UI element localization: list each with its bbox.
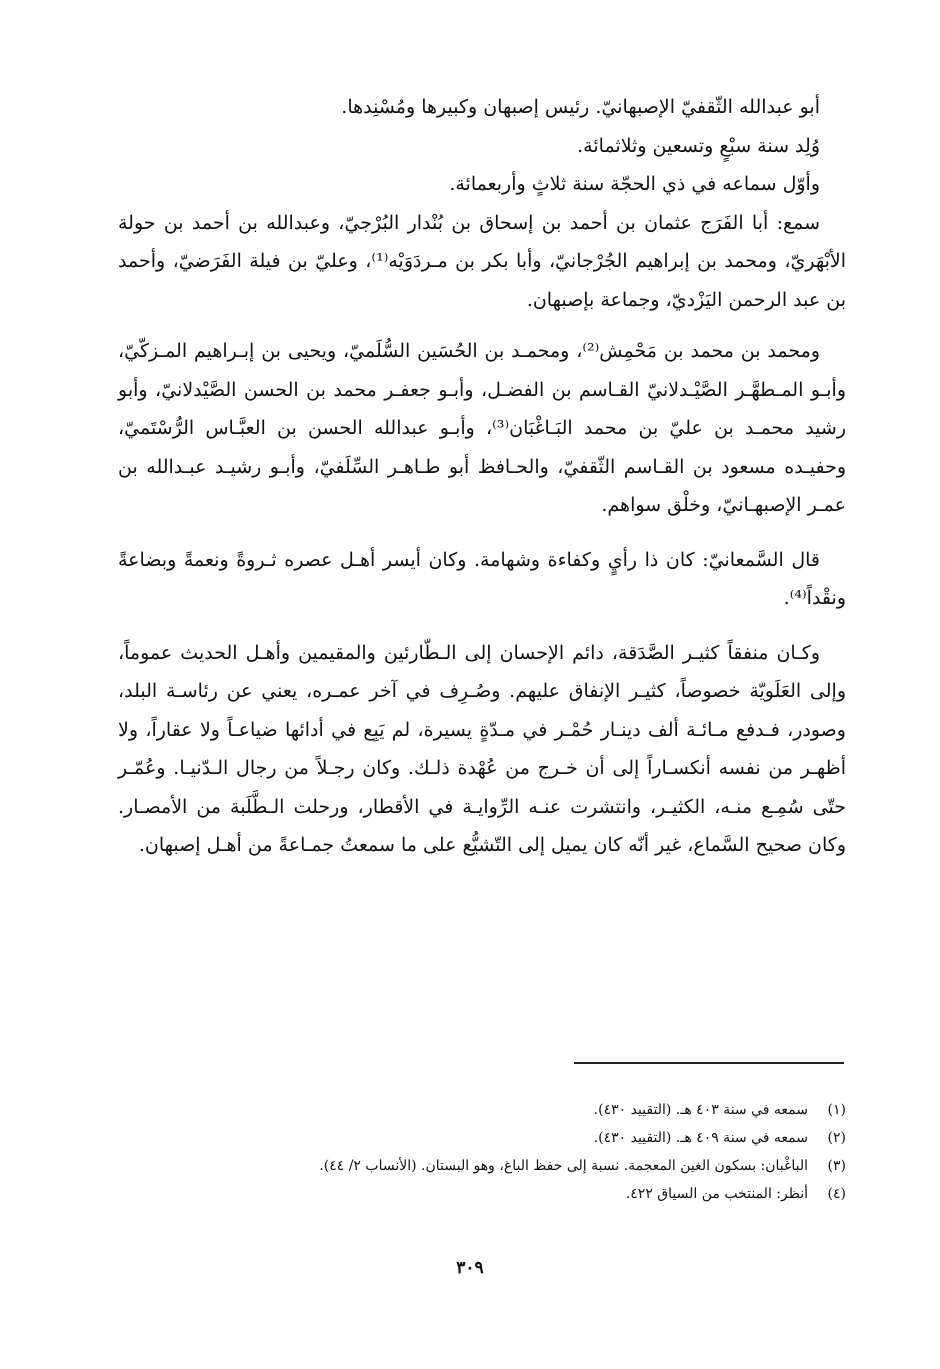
- footnote-item: [118, 1096, 846, 1124]
- footnote-item: [118, 1180, 846, 1208]
- paragraph-samani-quote: قال السَّمعانيّ: كان ذا رأيٍ وكفاءة وشهامة. وكان أيسر أهـل عصره ثـروةً ونعمةً وبضاعةً ونقْداً⁽⁴⁾.: [118, 548, 846, 609]
- footnote-text: الباغْبان: بسكون الغين المعجمة. نسبة إلى حفظ الباغ، وهو البستان. (الأنساب ٢/ ٤٤).: [319, 1158, 808, 1174]
- footnote-text: سمعه في سنة ٤٠٩ هـ. (التقييد ٤٣٠).: [593, 1130, 808, 1146]
- footnote-number: (٤): [827, 1186, 846, 1202]
- footnote-number: (٣): [827, 1158, 846, 1174]
- paragraph-intro: أبو عبدالله الثّقفيّ الإصبهانيّ. رئيس إصبهان وكبيرها ومُسْنِدها.: [341, 96, 820, 118]
- footnote-item: [118, 1152, 846, 1180]
- footnote-text: سمعه في سنة ٤٠٣ هـ. (التقييد ٤٣٠).: [593, 1102, 808, 1118]
- page-number: ٣٠٩: [456, 1258, 484, 1278]
- main-text: [118, 88, 846, 865]
- paragraph-biography: وكـان منفقاً كثيـر الصَّدَقة، دائم الإحسان إلى الـطّارئين والمقيمين وأهـل الحديث عموماً، وإلى العَلَويّة خصوصاً، كثيـر الإنفاق عليهم. وصُـرِف في آخر عمـره، يعني عن رئاسـة البلد، وصودر، فـدفع مـائـة ألف دينـار حُمْـر في مـدّةٍ يسيرة، لم يَبِع في أدائها ضياعـاً ولا عقاراً، ولا أظهـر من نفسه أنكسـاراً إلى أن خـرج من عُهْدة ذلـك. وكان رجـلاً من رجال الـدّنيـا. وعُمّـر حتّى سُمِـع منـه، الكثيـر، وانتشرت عنـه الرِّوايـة في الأقطار، ورحلت الـطَّلَبة من الأمصـار. وكان صحيح السَّماع، غير أنّه كان يميل إلى التّشيُّع على ما سمعتُ جمـاعةً من أهـل إصبهان.: [118, 641, 846, 856]
- footnote-divider: [574, 1062, 844, 1064]
- paragraph-teachers-isfahan: سمع: أبا الفَرَج عثمان بن أحمد بن إسحاق بن بُنْدار البُرْجيّ، وعبدالله بن أحمد بن حولة الأبْهَريّ، ومحمد بن إبراهيم الجُرْجانيّ، وأبا بكر بن مـردَوَيْه⁽¹⁾، وعليّ بن فيلة الفَرَضيّ، وأحمد بن عبد الرحمن اليَزْديّ، وجماعة بإصبهان.: [118, 211, 846, 311]
- footnote-number: (١): [827, 1102, 846, 1118]
- footnote-number: (٢): [827, 1130, 846, 1146]
- footnote-text: أنظر: المنتخب من السياق ٤٢٢.: [625, 1186, 808, 1202]
- paragraph-first-hearing: وأوّل سماعه في ذي الحجّة سنة ثلاثٍ وأربعمائة.: [449, 173, 820, 195]
- footnotes: [118, 1096, 846, 1208]
- paragraph-students: ومحمد بن محمد بن مَحْمِش⁽²⁾، ومحمـد بن الحُسَين السُّلَميّ، ويحيى بن إبـراهيم المـزكّيّ، وأبـو المـطهَّـر الصَّيْـدلانيّ القـاسم بن الفضـل، وأبـو جعفـر محمد بن الحسن الصَّيْدلانيّ، وأبو رشيد محمـد بن عليّ بن محمد البَـاغْبَان⁽³⁾، وأبـو عبدالله الحسن بن العبَّـاس الرُّسْتَميّ، وحفيـده مسعود بن القـاسم الثّقفيّ، والحـافظ أبو طـاهـر السِّلَفيّ، وأبـو رشيـد عبـدالله بن عمـر الإصبهـانيّ، وخلْق سواهم.: [118, 340, 846, 516]
- paragraph-birth: وُلِد سنة سبْعٍ وتسعين وثلاثمائة.: [577, 134, 820, 157]
- footnote-item: [118, 1124, 846, 1152]
